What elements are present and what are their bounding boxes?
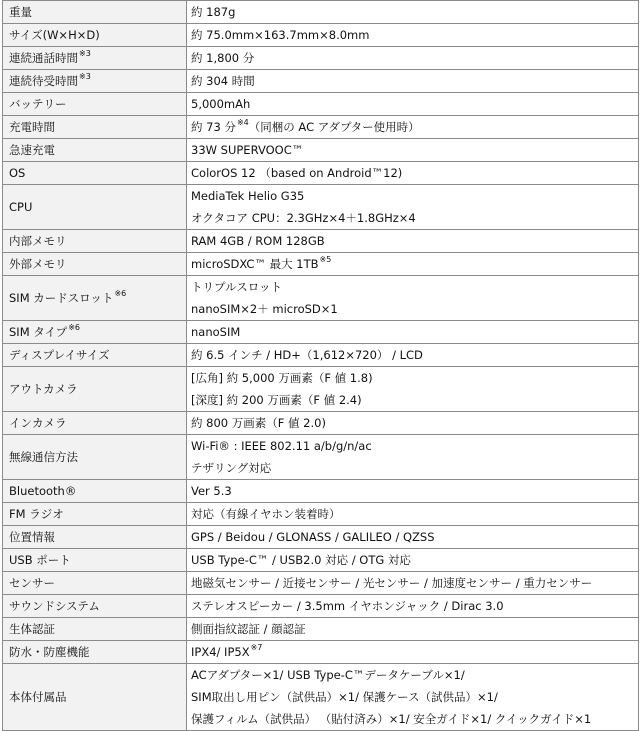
- spec-row: [3, 185, 639, 230]
- spec-row: [3, 1, 639, 24]
- spec-label-text: 本体付属品: [9, 690, 67, 704]
- spec-value: [187, 230, 639, 253]
- spec-value-text: 側面指紋認証 / 顔認証: [191, 622, 306, 636]
- spec-value-text: 地磁気センサー / 近接センサー / 光センサー / 加速度センサー / 重力センサー: [191, 576, 593, 590]
- spec-label: [3, 276, 187, 321]
- spec-label-text: 無線通信方法: [9, 450, 78, 464]
- spec-value: [187, 503, 639, 526]
- spec-label: [3, 70, 187, 93]
- spec-value: [187, 47, 639, 70]
- spec-value-line: [191, 435, 632, 457]
- spec-value-note: （同梱の AC アダプター使用時）: [248, 120, 420, 134]
- spec-row: [3, 253, 639, 276]
- spec-label: [3, 253, 187, 276]
- spec-label-text: 生体認証: [9, 622, 55, 636]
- spec-row: [3, 344, 639, 367]
- spec-label: [3, 435, 187, 480]
- spec-label: [3, 618, 187, 641]
- spec-value-line: [191, 24, 632, 46]
- spec-value-line: [191, 116, 632, 138]
- footnote-mark: ※3: [79, 49, 91, 59]
- spec-label: [3, 139, 187, 162]
- spec-label-text: FM ラジオ: [9, 507, 64, 521]
- spec-row: [3, 435, 639, 480]
- spec-label-text: バッテリー: [9, 97, 67, 111]
- spec-value: [187, 93, 639, 116]
- spec-label: [3, 595, 187, 618]
- spec-value: [187, 70, 639, 93]
- spec-value-text: 対応（有線イヤホン装着時）: [191, 507, 341, 521]
- spec-value-line: [191, 162, 632, 184]
- spec-value-text: 保護フィルム（試供品） （貼付済み）×1/ 安全ガイド×1/ クイックガイド×1: [191, 712, 592, 726]
- spec-label-text: 位置情報: [9, 530, 55, 544]
- spec-value-text: 約 73 分: [191, 120, 236, 134]
- spec-value-line: [191, 185, 632, 207]
- spec-row: [3, 595, 639, 618]
- spec-row: [3, 572, 639, 595]
- spec-label: [3, 344, 187, 367]
- spec-label-text: 重量: [9, 5, 32, 19]
- spec-value-line: [191, 641, 632, 663]
- spec-value: [187, 139, 639, 162]
- spec-value-line: [191, 321, 632, 343]
- spec-value-line: [191, 595, 632, 617]
- spec-row: [3, 139, 639, 162]
- spec-row: [3, 47, 639, 70]
- spec-label-text: 外部メモリ: [9, 257, 67, 271]
- spec-value-text: SIM取出し用ピン（試供品）×1/ 保護ケース（試供品）×1/: [191, 690, 498, 704]
- spec-value-text: ACアダプター×1/ USB Type-C™データケーブル×1/: [191, 668, 465, 682]
- spec-value-line: [191, 139, 632, 161]
- spec-label: [3, 641, 187, 664]
- spec-row: [3, 503, 639, 526]
- spec-value-text: ステレオスピーカー / 3.5mm イヤホンジャック / Dirac 3.0: [191, 599, 504, 613]
- spec-label: [3, 412, 187, 435]
- spec-label-text: 連続通話時間: [9, 51, 78, 65]
- spec-row: [3, 230, 639, 253]
- spec-value-text: microSDXC™ 最大 1TB: [191, 257, 319, 271]
- spec-label-text: CPU: [9, 200, 33, 214]
- spec-value: [187, 641, 639, 664]
- spec-value-text: [深度] 約 200 万画素（F 値 2.4): [191, 393, 362, 407]
- spec-label: [3, 480, 187, 503]
- spec-row: [3, 664, 639, 731]
- spec-label-text: OS: [9, 166, 26, 180]
- spec-label: [3, 47, 187, 70]
- footnote-mark: ※6: [114, 289, 127, 299]
- spec-value-text: テザリング対応: [191, 461, 272, 475]
- spec-value: [187, 276, 639, 321]
- spec-value: [187, 480, 639, 503]
- spec-row: [3, 321, 639, 344]
- spec-row: [3, 367, 639, 412]
- spec-value-line: [191, 367, 632, 389]
- spec-value: [187, 185, 639, 230]
- spec-label-text: Bluetooth®: [9, 484, 77, 498]
- spec-label-text: USB ポート: [9, 553, 71, 567]
- spec-value: [187, 367, 639, 412]
- spec-value-line: [191, 207, 632, 229]
- spec-label-text: センサー: [9, 576, 55, 590]
- spec-row: [3, 618, 639, 641]
- spec-label: [3, 526, 187, 549]
- spec-value-text: IPX4/ IP5X: [191, 645, 250, 659]
- spec-value-text: 約 6.5 インチ / HD+（1,612×720） / LCD: [191, 348, 423, 362]
- spec-value: [187, 162, 639, 185]
- spec-label: [3, 116, 187, 139]
- footnote-mark: ※5: [319, 255, 332, 265]
- footnote-mark: ※7: [250, 643, 263, 653]
- spec-value-text: 約 304 時間: [191, 74, 255, 88]
- spec-value-line: [191, 230, 632, 252]
- spec-value-line: [191, 47, 632, 69]
- spec-value-line: [191, 664, 632, 686]
- spec-row: [3, 641, 639, 664]
- spec-value-line: [191, 276, 632, 298]
- spec-table-body: [3, 1, 639, 731]
- spec-label-text: インカメラ: [9, 416, 67, 430]
- spec-value: [187, 321, 639, 344]
- spec-value: [187, 24, 639, 47]
- spec-row: [3, 24, 639, 47]
- spec-value: [187, 572, 639, 595]
- spec-label-text: SIM タイプ: [9, 325, 68, 339]
- spec-value-line: [191, 344, 632, 366]
- spec-value-text: nanoSIM: [191, 325, 241, 339]
- spec-value-line: [191, 389, 632, 411]
- spec-label-text: ディスプレイサイズ: [9, 348, 110, 362]
- spec-label-text: サイズ(W×H×D): [9, 28, 100, 42]
- spec-row: [3, 526, 639, 549]
- spec-value-text: ColorOS 12 （based on Android™12): [191, 166, 403, 180]
- spec-label: [3, 572, 187, 595]
- spec-value-text: トリプルスロット: [191, 280, 282, 294]
- spec-value-text: [広角] 約 5,000 万画素（F 値 1.8): [191, 371, 373, 385]
- spec-value-line: [191, 503, 632, 525]
- spec-value-text: USB Type-C™ / USB2.0 対応 / OTG 対応: [191, 553, 411, 567]
- spec-label-text: 内部メモリ: [9, 234, 67, 248]
- spec-label: [3, 24, 187, 47]
- spec-value-line: [191, 1, 632, 23]
- spec-label-text: アウトカメラ: [9, 382, 78, 396]
- spec-row: [3, 276, 639, 321]
- spec-value-line: [191, 686, 632, 708]
- spec-value-text: nanoSIM×2＋ microSD×1: [191, 302, 338, 316]
- spec-label: [3, 1, 187, 24]
- spec-row: [3, 70, 639, 93]
- spec-value: [187, 549, 639, 572]
- spec-value-text: GPS / Beidou / GLONASS / GALILEO / QZSS: [191, 530, 435, 544]
- spec-value-line: [191, 618, 632, 640]
- footnote-mark: ※6: [68, 323, 80, 333]
- spec-value-text: Wi-Fi® : IEEE 802.11 a/b/g/n/ac: [191, 439, 372, 453]
- spec-value-text: 約 800 万画素（F 値 2.0): [191, 416, 326, 430]
- spec-label-text: 急速充電: [9, 143, 55, 157]
- spec-value-line: [191, 457, 632, 479]
- spec-label: [3, 93, 187, 116]
- spec-value-text: Ver 5.3: [191, 484, 232, 498]
- spec-label: [3, 549, 187, 572]
- spec-label-text: 充電時間: [9, 120, 55, 134]
- spec-value-line: [191, 412, 632, 434]
- spec-row: [3, 480, 639, 503]
- spec-value: [187, 664, 639, 731]
- spec-label: [3, 503, 187, 526]
- spec-value-text: 約 75.0mm×163.7mm×8.0mm: [191, 28, 370, 42]
- spec-label: [3, 162, 187, 185]
- spec-label-text: サウンドシステム: [9, 599, 100, 613]
- spec-value: [187, 526, 639, 549]
- spec-value-line: [191, 70, 632, 92]
- spec-value-text: MediaTek Helio G35: [191, 189, 305, 203]
- spec-table: [2, 0, 639, 731]
- spec-label-text: 防水・防塵機能: [9, 645, 90, 659]
- spec-value-line: [191, 93, 632, 115]
- spec-row: [3, 116, 639, 139]
- spec-value: [187, 116, 639, 139]
- spec-label-text: 連続待受時間: [9, 74, 78, 88]
- spec-value: [187, 595, 639, 618]
- spec-row: [3, 549, 639, 572]
- spec-row: [3, 162, 639, 185]
- spec-label: [3, 230, 187, 253]
- spec-value-line: [191, 572, 632, 594]
- spec-value-line: [191, 480, 632, 502]
- spec-value: [187, 1, 639, 24]
- spec-value-line: [191, 298, 632, 320]
- spec-value-text: オクタコア CPU：2.3GHz×4＋1.8GHz×4: [191, 211, 416, 225]
- spec-label: [3, 664, 187, 731]
- spec-value-text: RAM 4GB / ROM 128GB: [191, 234, 325, 248]
- spec-label: [3, 367, 187, 412]
- spec-value: [187, 253, 639, 276]
- spec-value-line: [191, 549, 632, 571]
- spec-value-text: 約 187g: [191, 5, 236, 19]
- spec-label: [3, 321, 187, 344]
- spec-value-text: 5,000mAh: [191, 97, 251, 111]
- footnote-mark: ※3: [79, 72, 91, 82]
- footnote-mark: ※4: [236, 118, 249, 128]
- spec-label: [3, 185, 187, 230]
- spec-value-text: 約 1,800 分: [191, 51, 255, 65]
- spec-value: [187, 344, 639, 367]
- spec-label-text: SIM カードスロット: [9, 291, 114, 305]
- spec-value: [187, 412, 639, 435]
- spec-value: [187, 618, 639, 641]
- spec-value: [187, 435, 639, 480]
- spec-value-text: 33W SUPERVOOC™: [191, 143, 304, 157]
- spec-row: [3, 412, 639, 435]
- spec-value-line: [191, 253, 632, 275]
- spec-value-line: [191, 526, 632, 548]
- spec-row: [3, 93, 639, 116]
